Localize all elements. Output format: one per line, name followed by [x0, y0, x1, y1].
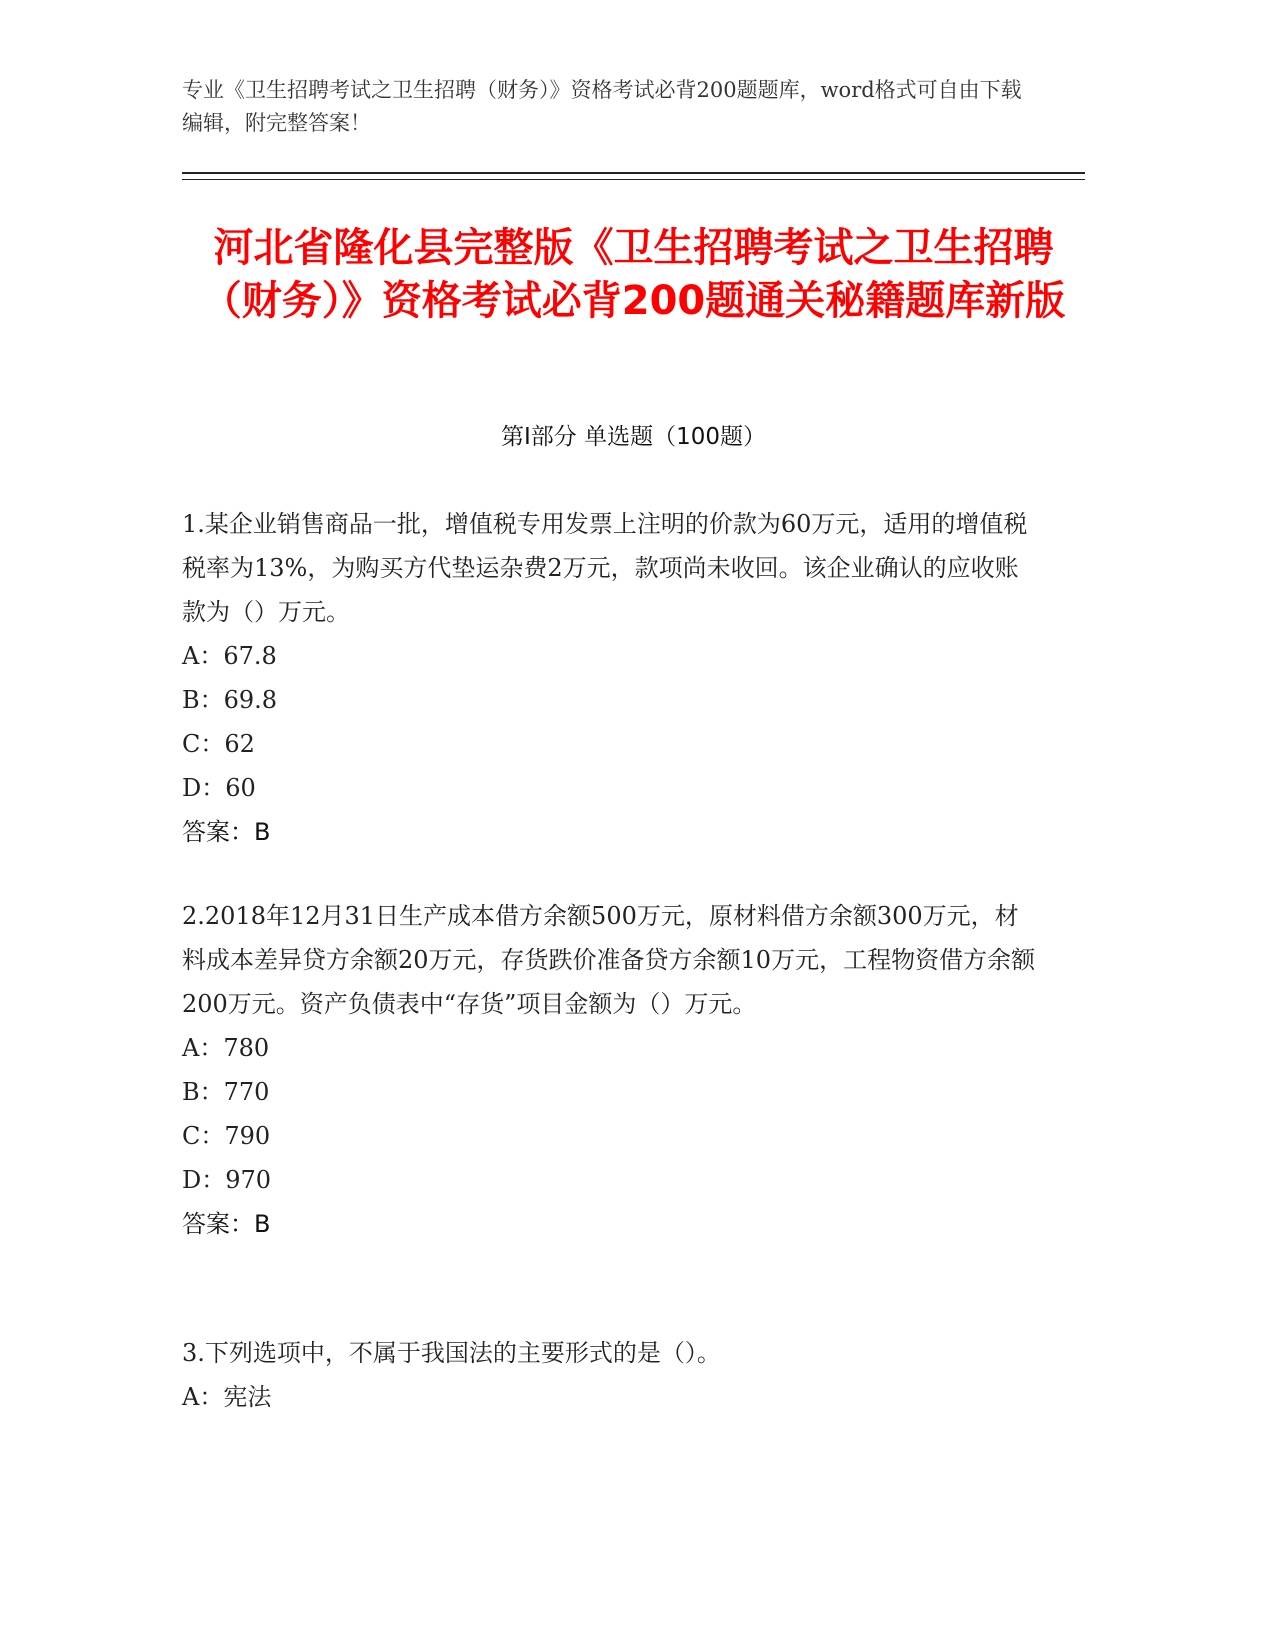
header-divider-thick — [182, 172, 1085, 174]
option-a: A：宪法 — [182, 1383, 272, 1411]
question-2 — [182, 894, 1042, 1246]
document-title: 河北省隆化县完整版《卫生招聘考试之卫生招聘（财务）》资格考试必背200题通关秘籍题库新版 — [201, 225, 1066, 324]
section-title: 第Ⅰ部分 单选题（100题） — [501, 424, 766, 450]
option-c: C：790 — [182, 1122, 271, 1150]
question-1 — [182, 502, 1042, 854]
question-text: 2.2018年12月31日生产成本借方余额500万元，原材料借方余额300万元，材料成本差异贷方余额20万元，存货跌价准备贷方余额10万元，工程物资借方余额200万元。资产负债表中“存货”项目金额为（）万元。 — [182, 902, 1036, 1018]
answer: 答案：B — [182, 818, 271, 846]
option-d: D：970 — [182, 1166, 272, 1194]
option-b: B：770 — [182, 1078, 270, 1106]
question-text: 3.下列选项中，不属于我国法的主要形式的是（）。 — [182, 1339, 721, 1367]
header-note: 专业《卫生招聘考试之卫生招聘（财务）》资格考试必背200题题库，word格式可自由下载编辑，附完整答案！ — [182, 78, 1022, 135]
question-3 — [182, 1331, 1042, 1419]
option-c: C：62 — [182, 730, 255, 758]
option-d: D：60 — [182, 774, 256, 802]
header-divider-thin — [182, 179, 1085, 180]
question-text: 1.某企业销售商品一批，增值税专用发票上注明的价款为60万元，适用的增值税税率为13%，为购买方代垫运杂费2万元，款项尚未收回。该企业确认的应收账款为（）万元。 — [182, 510, 1028, 626]
option-a: A：780 — [182, 1034, 270, 1062]
option-a: A：67.8 — [182, 642, 277, 670]
option-b: B：69.8 — [182, 686, 278, 714]
answer: 答案：B — [182, 1210, 271, 1238]
